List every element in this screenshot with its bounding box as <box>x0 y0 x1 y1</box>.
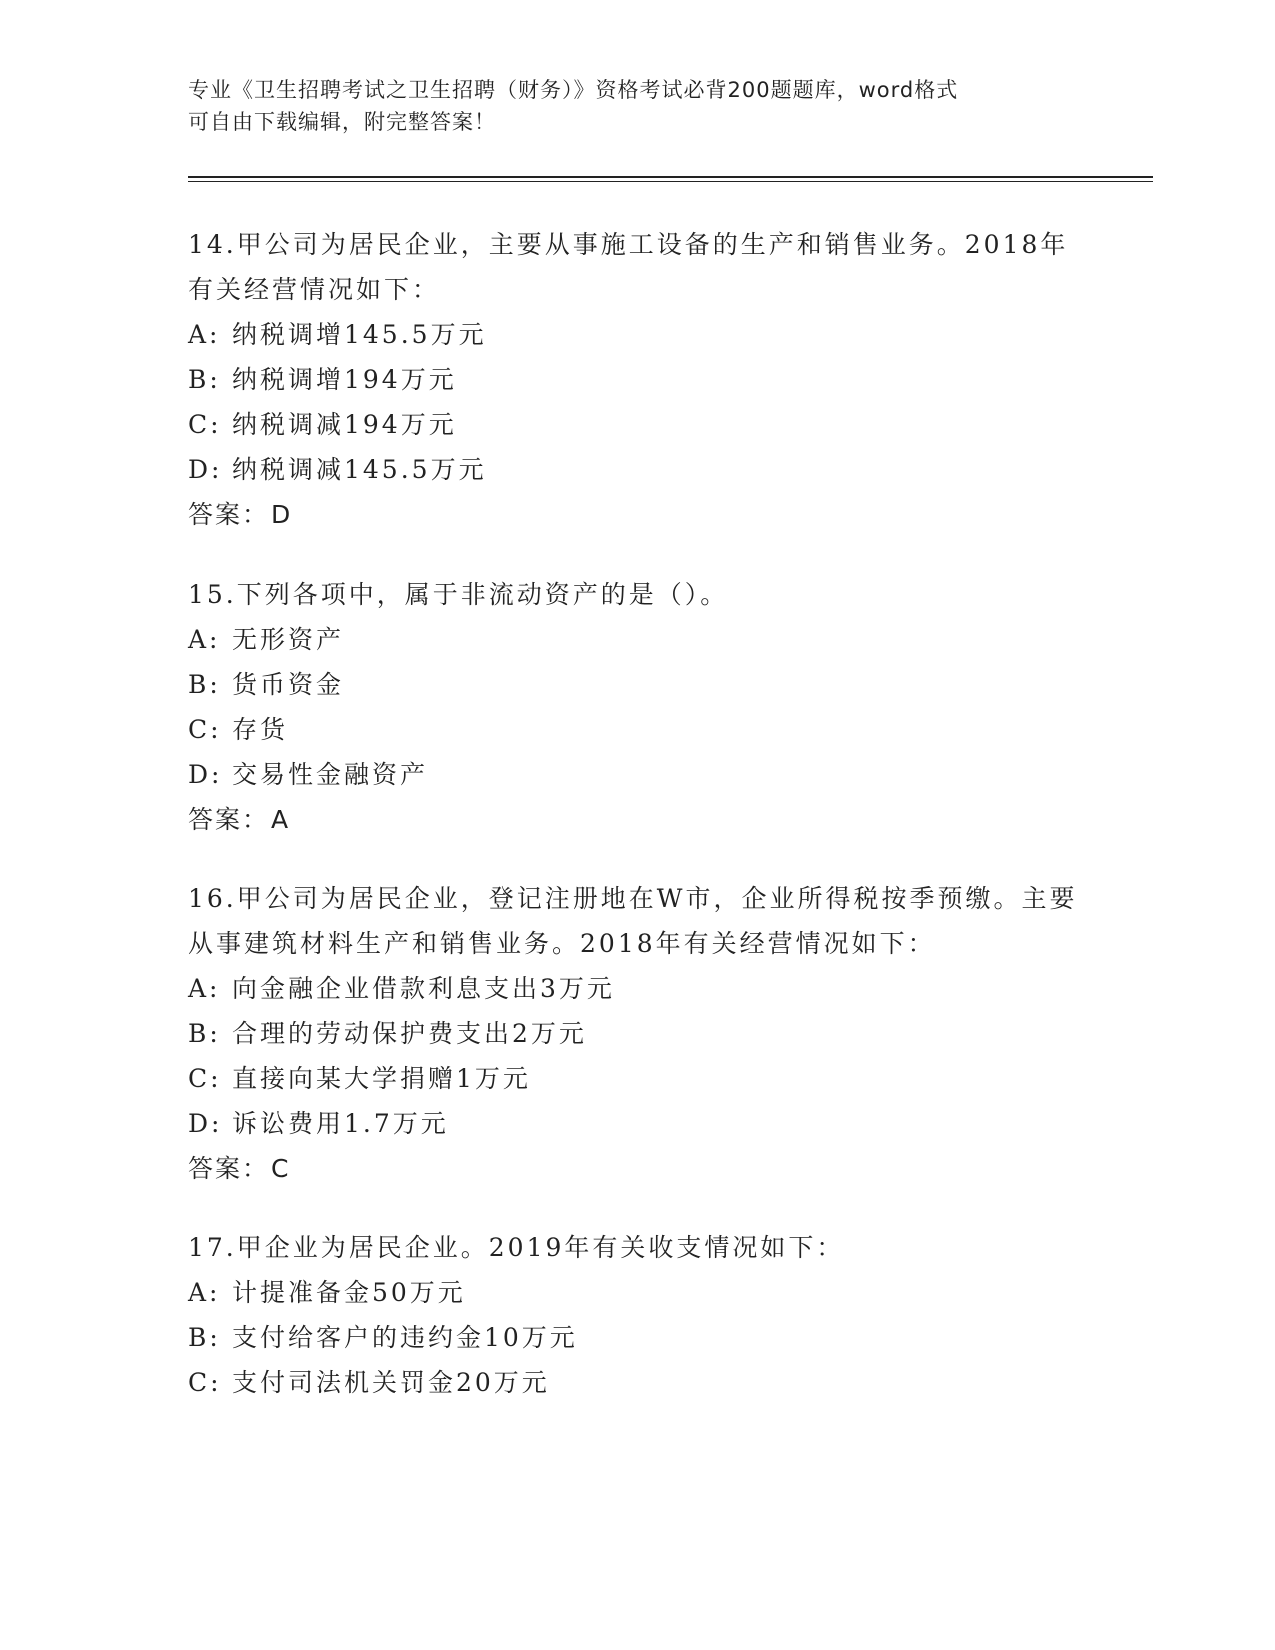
question-15 <box>188 572 1088 842</box>
option-d <box>188 1101 1088 1146</box>
option-letter: B: <box>188 1323 221 1352</box>
option-letter: C: <box>188 410 222 439</box>
option-c <box>188 402 1088 447</box>
option-text: 直接向某大学捐赠1万元 <box>232 1064 531 1093</box>
answer-value: C <box>271 1154 291 1183</box>
option-b <box>188 662 1088 707</box>
option-letter: A: <box>188 320 221 349</box>
option-text: 纳税调增145.5万元 <box>232 320 487 349</box>
answer-line <box>188 492 1088 537</box>
option-text: 合理的劳动保护费支出2万元 <box>232 1019 587 1048</box>
option-a <box>188 312 1088 357</box>
question-stem: 17.甲企业为居民企业。2019年有关收支情况如下： <box>188 1233 845 1262</box>
option-letter: B: <box>188 1019 221 1048</box>
option-a <box>188 966 1088 1011</box>
question-16 <box>188 876 1088 1191</box>
answer-value: A <box>271 805 291 834</box>
option-text: 计提准备金50万元 <box>232 1278 466 1307</box>
option-c <box>188 1360 1088 1405</box>
option-text: 纳税调增194万元 <box>232 365 457 394</box>
option-text: 纳税调减194万元 <box>232 410 457 439</box>
option-text: 无形资产 <box>232 625 345 654</box>
option-letter: D: <box>188 760 223 789</box>
option-letter: C: <box>188 1064 222 1093</box>
answer-label: 答案： <box>188 805 270 834</box>
question-17 <box>188 1225 1088 1405</box>
option-letter: A: <box>188 974 221 1003</box>
answer-label: 答案： <box>188 500 270 529</box>
header-divider-thin <box>188 181 1153 182</box>
option-text: 纳税调减145.5万元 <box>232 455 487 484</box>
option-text: 货币资金 <box>232 670 345 699</box>
answer-line <box>188 1146 1088 1191</box>
header-line-1: 专业《卫生招聘考试之卫生招聘（财务）》资格考试必背200题题库，word格式 <box>188 78 959 102</box>
answer-line <box>188 797 1088 842</box>
option-b <box>188 1011 1088 1056</box>
option-letter: B: <box>188 365 221 394</box>
option-b <box>188 1315 1088 1360</box>
question-stem: 16.甲公司为居民企业，登记注册地在W市，企业所得税按季预缴。主要从事建筑材料生产和销售业务。2018年有关经营情况如下： <box>188 884 1078 958</box>
option-c <box>188 1056 1088 1101</box>
option-letter: A: <box>188 1278 221 1307</box>
option-letter: B: <box>188 670 221 699</box>
option-letter: C: <box>188 715 222 744</box>
question-stem: 15.下列各项中，属于非流动资产的是（）。 <box>188 580 729 609</box>
question-stem: 14.甲公司为居民企业，主要从事施工设备的生产和销售业务。2018年有关经营情况如下： <box>188 230 1069 304</box>
option-text: 支付给客户的违约金10万元 <box>232 1323 578 1352</box>
option-text: 向金融企业借款利息支出3万元 <box>232 974 615 1003</box>
option-letter: D: <box>188 1109 223 1138</box>
option-text: 交易性金融资产 <box>232 760 429 789</box>
option-letter: D: <box>188 455 223 484</box>
header-divider-thick <box>188 176 1153 178</box>
question-14 <box>188 222 1088 537</box>
option-letter: C: <box>188 1368 222 1397</box>
option-letter: A: <box>188 625 221 654</box>
document-header <box>188 74 1068 138</box>
option-c <box>188 707 1088 752</box>
option-text: 存货 <box>232 715 289 744</box>
answer-value: D <box>271 500 293 529</box>
option-b <box>188 357 1088 402</box>
header-line-2: 可自由下载编辑，附完整答案！ <box>188 110 496 134</box>
option-text: 支付司法机关罚金20万元 <box>232 1368 550 1397</box>
option-text: 诉讼费用1.7万元 <box>232 1109 449 1138</box>
option-d <box>188 752 1088 797</box>
option-a <box>188 617 1088 662</box>
option-a <box>188 1270 1088 1315</box>
answer-label: 答案： <box>188 1154 270 1183</box>
option-d <box>188 447 1088 492</box>
